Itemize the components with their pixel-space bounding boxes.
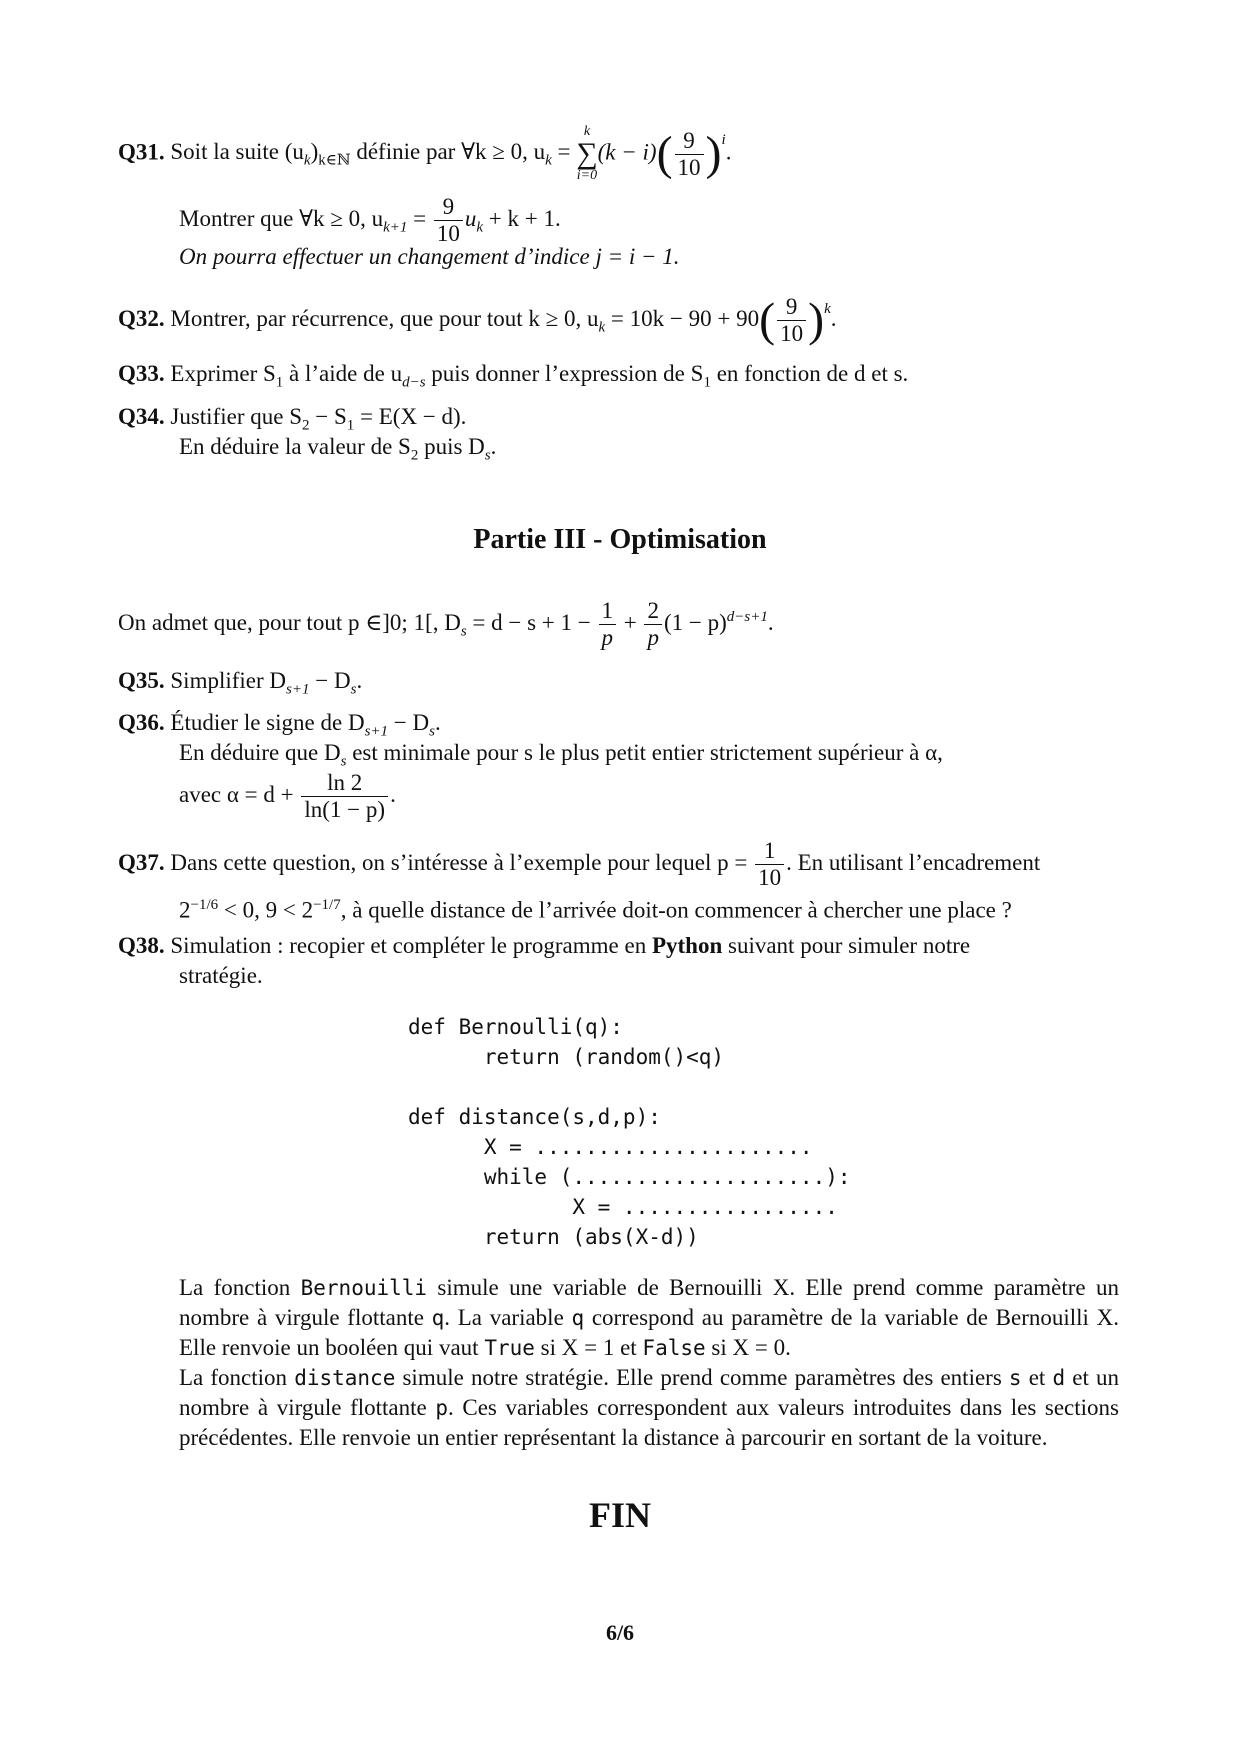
code-line: X = ...................... <box>408 1135 813 1159</box>
description-paragraph-2: La fonction distance simule notre stratégie. Elle prend comme paramètres des entiers s et d et un nombre à virgule flottante p. Ces variables correspondent aux valeurs introduites dans les sections précédentes. Elle renvoie un entier représentant la distance à parcourir en sortant de la voiture. <box>179 1365 1119 1450</box>
q35-number: Q35. <box>118 668 165 693</box>
q34-number: Q34. <box>118 404 165 429</box>
q34-line2: En déduire la valeur de $S_2$ puis $D_s$. <box>179 434 497 464</box>
q31-sum: k ∑ i=0 <box>576 124 598 183</box>
q33-line: Q33. Exprimer $S_1$ à l’aide de $u_{d-s}$ puis donner l’expression de $S_1$ en fonction de d et s. <box>118 361 909 391</box>
q34-line1: Q34. Justifier que $S_2 - S_1 = E(X - d)$. <box>118 404 467 434</box>
q35-line: Q35. Simplifier $D_{s+1} - D_s$. <box>118 668 363 698</box>
q32-fraction: $\frac{9}{10}$ <box>777 294 806 347</box>
page-number: 6/6 <box>605 1620 635 1645</box>
q37-line1: Q37. Dans cette question, on s’intéresse à l’exemple pour lequel p = $\frac{1}{10}$ . En utilisant l’encadrement <box>118 838 1041 890</box>
description-paragraph-1: La fonction Bernouilli simule une variable de Bernouilli X. Elle prend comme paramètre un nombre à virgule flottante q. La variable q correspond au paramètre de la variable de Bernouilli X. Elle renvoie un booléen qui vaut True si X = 1 et False si X = 0. <box>179 1275 1119 1360</box>
python-code-block <box>408 1012 851 1252</box>
q38-number: Q38. <box>118 933 165 958</box>
q37-line2: $2^{-1/6} < 0$, $9 < 2^{-1/7}$, à quelle distance de l’arrivée doit-on commencer à chercher une place ? <box>179 897 1012 923</box>
q32-number: Q32. <box>118 305 165 331</box>
q38-line1: Q38. Simulation : recopier et compléter le programme en Python suivant pour simuler notre <box>118 933 971 958</box>
code-line: def Bernoulli(q): <box>408 1015 623 1039</box>
q36-line3: avec α = d + $\frac{\ln 2}{\ln(1 - p)}$ . <box>179 770 396 822</box>
q36-fraction: $\frac{\ln 2}{\ln(1 - p)}$ <box>301 770 388 823</box>
q31-hint: On pourra effectuer un changement d’indice j = i − 1. <box>179 244 680 269</box>
python-label: Python <box>651 933 723 958</box>
q37-number: Q37. <box>118 849 165 875</box>
q31-line1: Q31. Soit la suite $(u_k)_{k\in ℕ}$ définie par ∀k ≥ 0, $u_k$ = k ∑ i=0 (k − i)( $\frac{9}{10}$ )$^i$. <box>118 124 732 183</box>
q31-fraction: $\frac{9}{10}$ <box>675 128 704 181</box>
admit-fraction-1: $\frac{1}{p}$ <box>599 598 617 651</box>
q32-line: Q32. Montrer, par récurrence, que pour tout k ≥ 0, $u_k = 10k - 90 + 90$( $\frac{9}{10}$ )$^k$. <box>118 293 837 347</box>
code-line: return (random()<q) <box>408 1045 725 1069</box>
q36-number: Q36. <box>118 710 165 735</box>
q38-line2: stratégie. <box>179 963 263 988</box>
code-line: while (....................): <box>408 1165 851 1189</box>
q31-line2: Montrer que ∀k ≥ 0, $u_{k+1}$ = $\frac{9}{10}$ $u_k + k + 1$. <box>179 194 561 246</box>
q33-number: Q33. <box>118 361 165 386</box>
q31-number: Q31. <box>118 139 165 165</box>
code-line <box>408 1072 851 1102</box>
q31-text: Soit la suite $(u_k)_{k\in ℕ}$ définie par ∀k ≥ 0, $u_k$ = <box>170 139 577 169</box>
code-line: X = ................. <box>408 1195 838 1219</box>
q36-line2: En déduire que $D_s$ est minimale pour s le plus petit entier strictement supérieur à α, <box>179 740 943 770</box>
q37-fraction: $\frac{1}{10}$ <box>755 838 784 891</box>
code-line: def distance(s,d,p): <box>408 1105 661 1129</box>
end-marker: FIN <box>589 1495 651 1535</box>
q31-line2-fraction: $\frac{9}{10}$ <box>434 194 463 247</box>
admit-fraction-2: $\frac{2}{p}$ <box>644 598 662 651</box>
code-line: return (abs(X-d)) <box>408 1225 699 1249</box>
section-title: Partie III - Optimisation <box>473 524 767 555</box>
admit-line: On admet que, pour tout p ∈]0; 1[, $D_s = d - s + 1$ − $\frac{1}{p}$ + $\frac{2}{p}$ $(1 - p)^{d-s+1}$. <box>118 598 774 650</box>
q36-line1: Q36. Étudier le signe de $D_{s+1} - D_s$. <box>118 710 441 740</box>
